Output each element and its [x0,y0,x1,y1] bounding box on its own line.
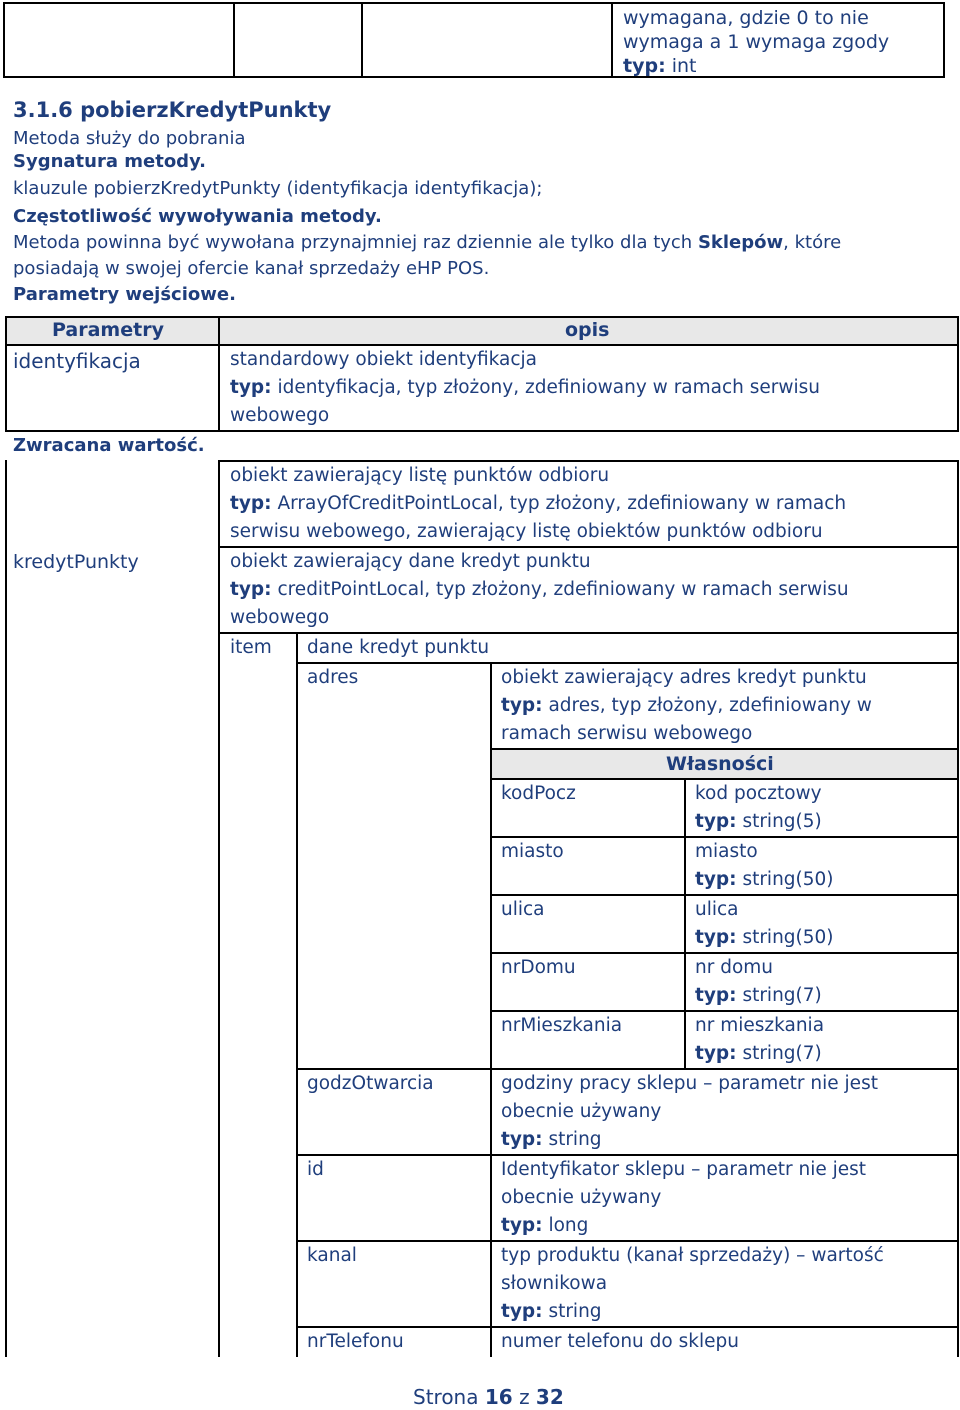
type-value: long [548,1215,589,1236]
type-label: typ: [501,1215,543,1236]
field-desc-cont: obecnie używany [501,1101,662,1122]
top-note-line1: wymagana, gdzie 0 to nie [623,7,869,29]
type-label: typ: [230,579,272,600]
type-label: typ: [230,377,272,398]
prop-name: miasto [501,841,564,862]
prop-desc: nr mieszkania [695,1015,825,1036]
col-header-params: Parametry [52,319,164,341]
type-label: typ: [501,695,543,716]
footer-prefix: Strona [413,1385,479,1409]
input-params-heading: Parametry wejściowe. [13,284,236,305]
type-value: string(7) [742,985,822,1006]
frequency-text [13,231,841,255]
adres-desc: obiekt zawierający adres kredyt punktu [501,667,867,688]
field-desc: typ produktu (kanał sprzedaży) – wartość [501,1245,884,1266]
type-label: typ: [695,869,737,890]
field-type [501,1126,602,1154]
return-desc-1: obiekt zawierający listę punktów odbioru [230,465,610,486]
type-label: typ: [230,493,272,514]
section-heading: 3.1.6 pobierzKredytPunkty [13,98,332,122]
prop-name: nrDomu [501,957,576,978]
field-desc-cont: obecnie używany [501,1187,662,1208]
prop-name: nrMieszkania [501,1015,623,1036]
type-value: string(50) [742,869,834,890]
param-name: identyfikacja [13,349,141,373]
return-type-2 [230,576,849,604]
field-name: godzOtwarcia [307,1073,434,1094]
type-label: typ: [501,1301,543,1322]
return-name: kredytPunkty [13,551,139,573]
field-desc-cont: słownikowa [501,1273,608,1294]
type-value: string(50) [742,927,834,948]
prop-type [695,866,834,894]
field-name: nrTelefonu [307,1331,404,1352]
adres-type [501,692,872,720]
type-value: ArrayOfCreditPointLocal, typ złożony, zdefiniowany w ramach [277,493,847,514]
prop-type [695,924,834,952]
frequency-text-part2: , które [783,232,842,253]
type-value: string [548,1301,602,1322]
prop-desc: ulica [695,899,739,920]
footer-of: z [519,1385,530,1409]
field-desc: Identyfikator sklepu – parametr nie jest [501,1159,867,1180]
item-label: item [230,637,272,658]
page-footer [413,1384,564,1410]
prop-desc: miasto [695,841,758,862]
type-value: string [548,1129,602,1150]
type-label: typ: [501,1129,543,1150]
param-type [230,374,820,402]
type-label: typ: [695,927,737,948]
type-value: adres, typ złożony, zdefiniowany w [548,695,872,716]
type-value: creditPointLocal, typ złożony, zdefiniowany w ramach serwisu [277,579,849,600]
type-value: string(7) [742,1043,822,1064]
prop-name: ulica [501,899,545,920]
field-type [501,1298,602,1326]
frequency-heading: Częstotliwość wywoływania metody. [13,206,382,227]
return-value-heading: Zwracana wartość. [13,435,205,456]
current-page: 16 [484,1385,513,1409]
signature-text: klauzule pobierzKredytPunkty (identyfikacja identyfikacja); [13,178,543,199]
type-value: identyfikacja, typ złożony, zdefiniowany w ramach serwisu [277,377,821,398]
return-desc-2: obiekt zawierający dane kredyt punktu [230,551,591,572]
field-desc: numer telefonu do sklepu [501,1331,739,1352]
frequency-text-line2: posiadają w swojej ofercie kanał sprzedaży eHP POS. [13,258,490,279]
field-name: id [307,1159,324,1180]
type-label: typ: [695,1043,737,1064]
prop-type [695,982,822,1010]
adres-name: adres [307,667,359,688]
field-name: kanal [307,1245,357,1266]
return-type-2-cont: webowego [230,607,330,628]
param-type-cont: webowego [230,405,330,426]
field-type [501,1212,588,1240]
field-desc: godziny pracy sklepu – parametr nie jest [501,1073,878,1094]
return-type-1-cont: serwisu webowego, zawierający listę obiektów punktów odbioru [230,521,823,542]
type-label: typ: [695,811,737,832]
frequency-text-bold: Sklepów [697,232,784,253]
total-pages: 32 [535,1385,564,1409]
param-desc: standardowy obiekt identyfikacja [230,349,537,370]
type-value: string(5) [742,811,822,832]
prop-desc: nr domu [695,957,774,978]
signature-heading: Sygnatura metody. [13,151,206,172]
return-type-1 [230,490,846,518]
purpose-text: Metoda służy do pobrania [13,128,246,149]
prop-type [695,1040,822,1068]
prop-name: kodPocz [501,783,576,804]
adres-type-cont: ramach serwisu webowego [501,723,753,744]
frequency-text-part1: Metoda powinna być wywołana przynajmniej raz dziennie ale tylko dla tych [13,232,698,253]
type-value: int [671,55,697,77]
props-heading: Własności [666,753,774,775]
top-note-line2: wymaga a 1 wymaga zgody [623,31,890,53]
type-label: typ: [623,55,666,77]
prop-type [695,808,822,836]
col-header-desc: opis [565,319,610,341]
prop-desc: kod pocztowy [695,783,822,804]
top-note-type [623,52,697,80]
type-label: typ: [695,985,737,1006]
item-desc: dane kredyt punktu [307,637,490,658]
